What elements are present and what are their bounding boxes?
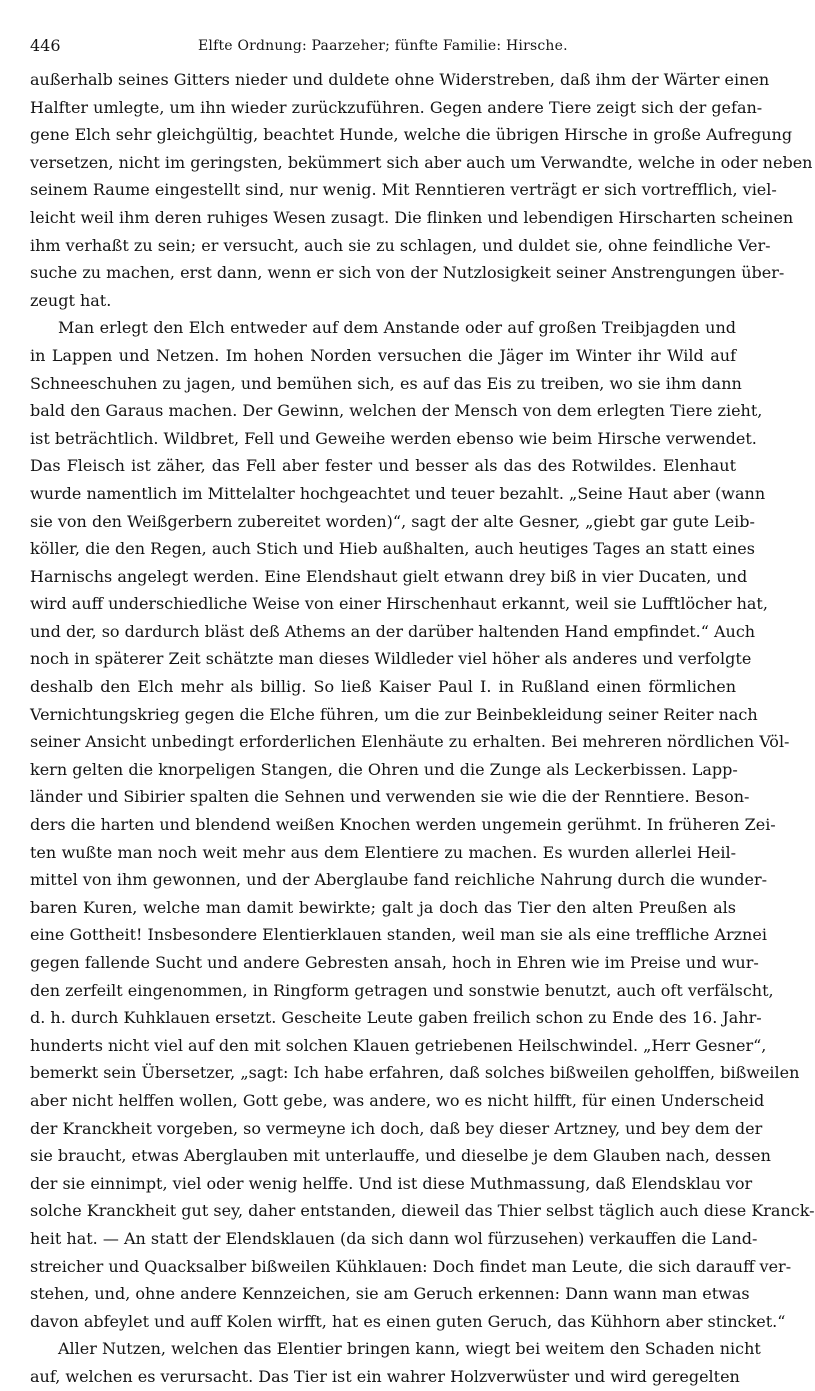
text-line: der sie einnimpt, viel oder wenig helffe. Und ist diese Muthmassung, daß Elendsklau vor xyxy=(30,1173,753,1193)
text-line: sie braucht, etwas Aberglauben mit unterlauffe, und dieselbe je dem Glauben nach, dessen xyxy=(30,1146,771,1166)
text-line: Das Fleisch ist zäher, das Fell aber fester und besser als das des Rotwildes. Elenhaut xyxy=(30,456,736,476)
text-line: Schneeschuhen zu jagen, und bemühen sich, es auf das Eis zu treiben, wo sie ihm dann xyxy=(30,373,742,393)
text-line: in Lappen und Netzen. Im hohen Norden versuchen die Jäger im Winter ihr Wild auf xyxy=(30,345,736,365)
text-line: Aller Nutzen, welchen das Elentier bringen kann, wiegt bei weitem den Schaden nicht xyxy=(58,1339,761,1359)
text-line: wurde namentlich im Mittelalter hochgeachtet und teuer bezahlt. „Seine Haut aber (wann xyxy=(30,483,766,503)
text-line: ist beträchtlich. Wildbret, Fell und Geweihe werden ebenso wie beim Hirsche verwendet. xyxy=(30,428,757,448)
text-line: kern gelten die knorpeligen Stangen, die Ohren und die Zunge als Leckerbissen. Lapp- xyxy=(30,759,738,779)
text-line: noch in späterer Zeit schätzte man dieses Wildleder viel höher als anderes und verfolgte xyxy=(30,649,752,669)
text-line: solche Kranckheit gut sey, daher entstanden, dieweil das Thier selbst täglich auch diese Kranck- xyxy=(30,1201,815,1221)
text-line: und der, so dardurch bläst deß Athems an der darüber haltenden Hand empfindet.“ Auch xyxy=(30,621,756,641)
text-line: auf, welchen es verursacht. Das Tier ist ein wahrer Holzverwüster und wird geregelten xyxy=(30,1366,740,1386)
page-number: 446 xyxy=(30,36,61,55)
text-line: heit hat. — An statt der Elendsklauen (da sich dann wol fürzusehen) verkauffen die Land- xyxy=(30,1228,758,1248)
text-line: ders die harten und blendend weißen Knochen werden ungemein gerühmt. In früheren Zei- xyxy=(30,815,776,835)
text-line: der Kranckheit vorgeben, so vermeyne ich doch, daß bey dieser Artzney, und bey dem der xyxy=(30,1118,763,1138)
text-line: Vernichtungskrieg gegen die Elche führen, um die zur Beinbekleidung seiner Reiter nach xyxy=(30,704,758,724)
text-line: seiner Ansicht unbedingt erforderlichen Elenhäute zu erhalten. Bei mehreren nördlichen Völ- xyxy=(30,732,790,752)
text-line: davon abfeylet und auff Kolen wirfft, hat es einen guten Geruch, das Kühhorn aber stincket.“ xyxy=(30,1311,786,1331)
text-line: bemerkt sein Übersetzer, „sagt: Ich habe erfahren, daß solches bißweilen geholffen, bißweilen xyxy=(30,1063,800,1083)
text-line: den zerfeilt eingenommen, in Ringform getragen und sonstwie benutzt, auch oft verfälscht, xyxy=(30,980,774,1000)
text-line: außerhalb seines Gitters nieder und duldete ohne Widerstreben, daß ihm der Wärter einen xyxy=(30,70,770,89)
text-line: eine Gottheit! Insbesondere Elentierklauen standen, weil man sie als eine treffliche Arznei xyxy=(30,925,767,945)
text-line: gegen fallende Sucht und andere Gebresten ansah, hoch in Ehren wie im Preise und wur- xyxy=(30,953,759,972)
text-line: versetzen, nicht im geringsten, bekümmert sich aber auch um Verwandte, welche in oder neben xyxy=(30,152,813,172)
text-line: aber nicht helffen wollen, Gott gebe, was andere, wo es nicht hilfft, für einen Underscheid xyxy=(30,1090,765,1110)
text-line: Man erlegt den Elch entweder auf dem Anstande oder auf großen Treibjagden und xyxy=(58,318,736,338)
text-line: hunderts nicht viel auf den mit solchen Klauen getriebenen Heilschwindel. „Herr Gesner“, xyxy=(30,1035,767,1055)
text-line: stehen, und, ohne andere Kennzeichen, sie am Geruch erkennen: Dann wann man etwas xyxy=(30,1284,750,1304)
text-line: leicht weil ihm deren ruhiges Wesen zusagt. Die flinken und lebendigen Hirscharten scheinen xyxy=(30,207,794,227)
text-line: zeugt hat. xyxy=(30,290,112,310)
text-line: d. h. durch Kuhklauen ersetzt. Gescheite Leute gaben freilich schon zu Ende des 16. Jahr- xyxy=(30,1008,762,1028)
text-line: sie von den Weißgerbern zubereitet worden)“, sagt der alte Gesner, „giebt gar gute Leib- xyxy=(30,511,755,531)
text-line: länder und Sibirier spalten die Sehnen und verwenden sie wie die der Renntiere. Beson- xyxy=(30,787,750,807)
text-line: wird auff underschiedliche Weise von einer Hirschenhaut erkannt, weil sie Lufftlöcher hat, xyxy=(30,594,768,614)
text-line: Halfter umlegte, um ihn wieder zurückzuführen. Gegen andere Tiere zeigt sich der gefan- xyxy=(30,97,763,117)
page-header xyxy=(30,34,733,58)
text-line: köller, die den Regen, auch Stich und Hieb außhalten, auch heutiges Tages an statt eines xyxy=(30,539,755,559)
text-line: bald den Garaus machen. Der Gewinn, welchen der Mensch von dem erlegten Tiere zieht, xyxy=(30,401,763,421)
text-line: mittel von ihm gewonnen, und der Aberglaube fand reichliche Nahrung durch die wunder- xyxy=(30,870,768,890)
text-line: Harnischs angelegt werden. Eine Elendshaut gielt etwann drey biß in vier Ducaten, und xyxy=(30,566,748,586)
text-line: streicher und Quacksalber bißweilen Kühklauen: Doch findet man Leute, die sich darauff ver- xyxy=(30,1256,792,1276)
text-line: ten wußte man noch weit mehr aus dem Elentiere zu machen. Es wurden allerlei Heil- xyxy=(30,842,736,862)
text-line: baren Kuren, welche man damit bewirkte; galt ja doch das Tier den alten Preußen als xyxy=(30,897,736,917)
text-line: deshalb den Elch mehr als billig. So ließ Kaiser Paul I. in Rußland einen förmlichen xyxy=(30,677,736,697)
text-line: gene Elch sehr gleichgültig, beachtet Hunde, welche die übrigen Hirsche in große Aufregung xyxy=(30,125,793,145)
body-text xyxy=(30,66,815,1391)
text-line: suche zu machen, erst dann, wenn er sich von der Nutzlosigkeit seiner Anstrengungen über- xyxy=(30,263,785,283)
running-head: Elfte Ordnung: Paarzeher; fünfte Familie: Hirsche. xyxy=(198,38,568,54)
text-line: ihm verhaßt zu sein; er versucht, auch sie zu schlagen, und duldet sie, ohne feindliche Ver- xyxy=(30,235,771,255)
text-line: seinem Raume eingestellt sind, nur wenig. Mit Renntieren verträgt er sich vortrefflich, viel- xyxy=(30,180,777,200)
